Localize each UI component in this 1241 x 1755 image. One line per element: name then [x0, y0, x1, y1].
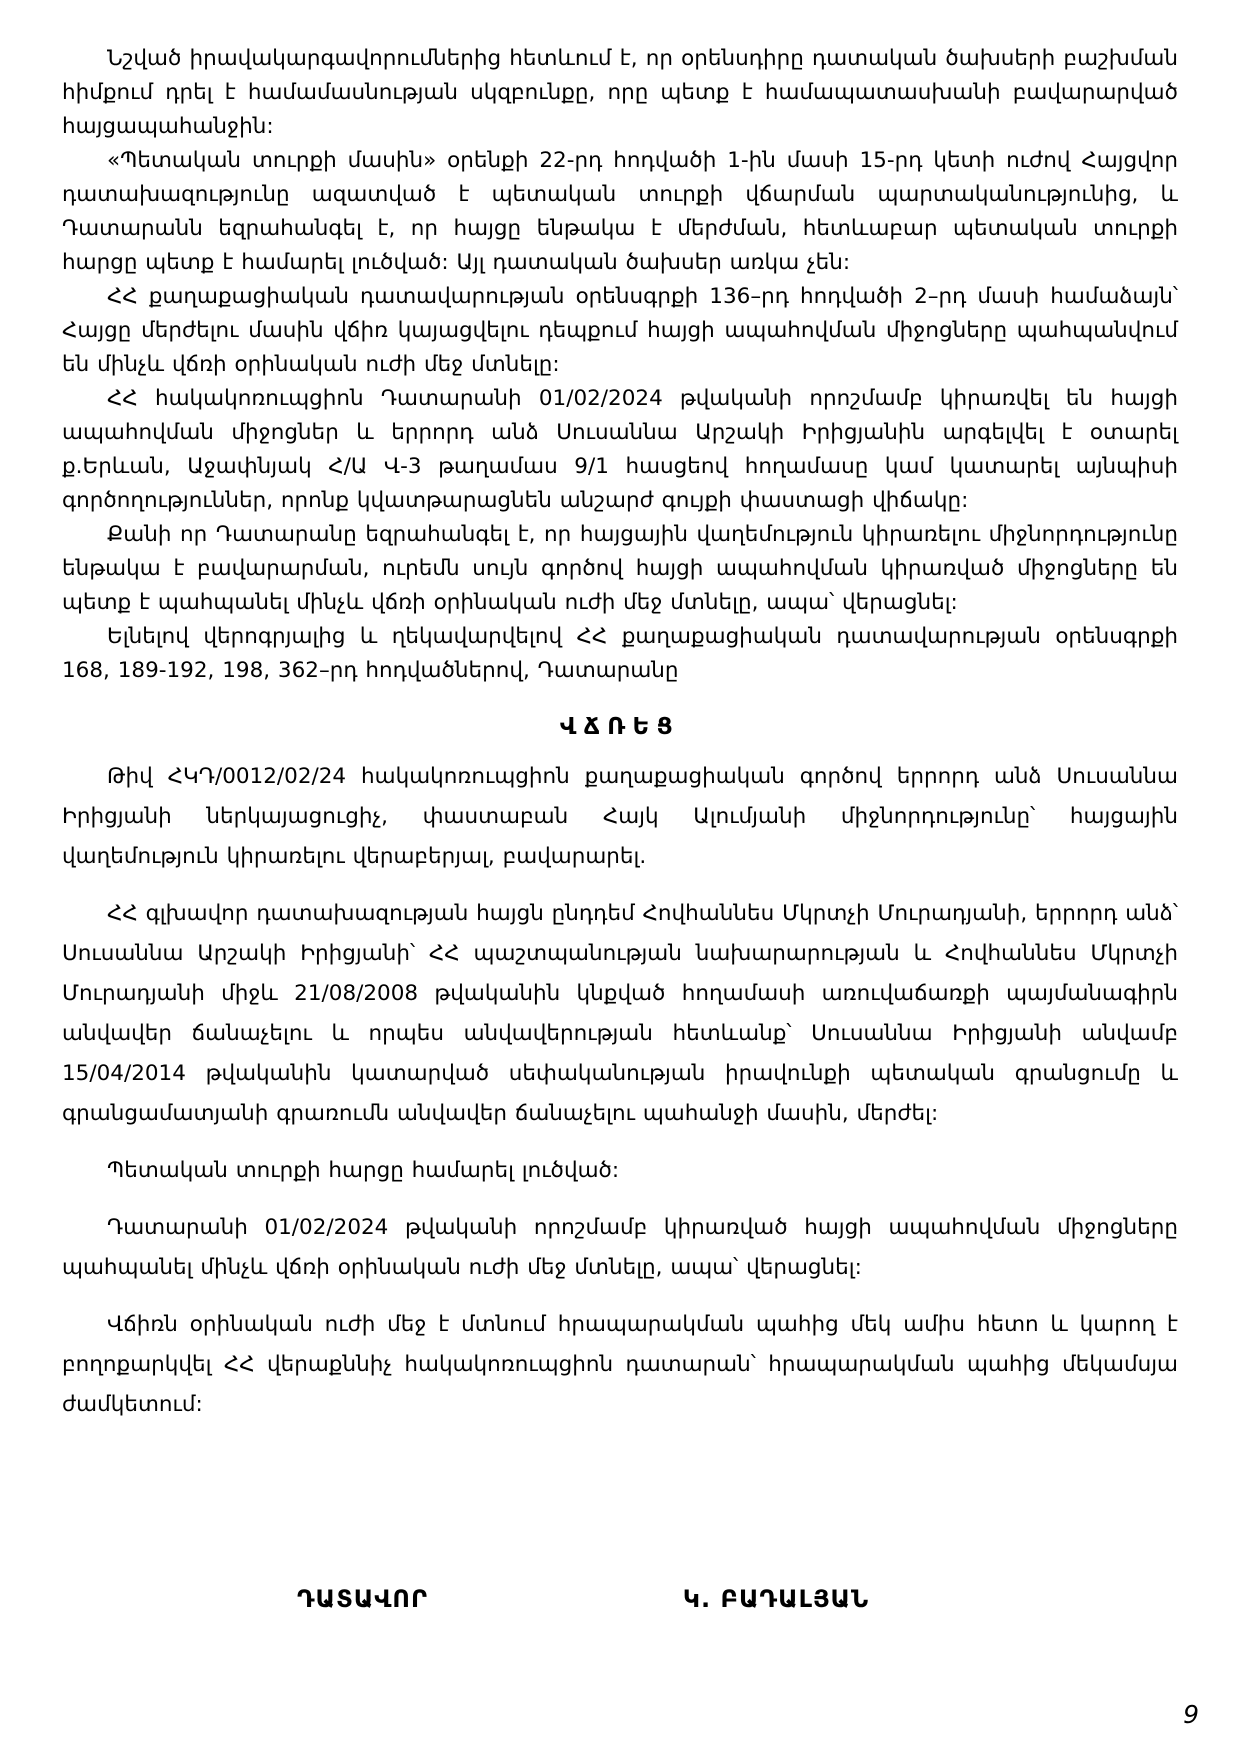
reasoning-paragraph: ՀՀ քաղաքացիական դատավարության օրենսգրքի 136–րդ հոդվածի 2–րդ մասի համաձայն՝ Հայցը մերժելու մասին վճիռ կայացվելու դեպքում հայցի ապահովման միջոցները պահպանվում են մինչև վճռի օրինական ուժի մեջ մտնելը: — [62, 284, 1178, 377]
signature-row — [62, 1585, 1178, 1613]
verdict-paragraph: Թիվ ՀԿԴ/0012/02/24 հակակոռուպցիոն քաղաքացիական գործով երրորդ անձ Սուսաննա Իրիցյանի ներկայացուցիչ, փաստաբան Հայկ Ալումյանի միջնորդությունը՝ հայցային վաղեմություն կիրառելու վերաբերյալ, բավարարել. — [62, 764, 1178, 869]
judge-name: Կ. ԲԱԴԱԼՅԱՆ — [682, 1585, 870, 1613]
page-number: 9 — [1183, 1700, 1199, 1729]
judge-title-label: ԴԱՏԱՎՈՐ — [297, 1585, 428, 1613]
reasoning-paragraph: Ելնելով վերոգրյալից և ղեկավարվելով ՀՀ քաղաքացիական դատավարության օրենսգրքի 168, 189-192, 198, 362–րդ հոդվածներով, Դատարանը — [62, 624, 1178, 683]
reasoning-paragraph: ՀՀ հակակոռուպցիոն Դատարանի 01/02/2024 թվականի որոշմամբ կիրառվել են հայցի ապահովման միջոցներ և երրորդ անձ Սուսաննա Արշակի Իրիցյանին արգելվել է օտարել ք.Երևան, Աջափնյակ Հ/Ա Վ-3 թաղամաս 9/1 հասցեով հողամասը կամ կատարել այնպիսի գործողություններ, որոնք կվատթարացնեն անշարժ գույքի փաստացի վիճակը: — [62, 386, 1178, 513]
verdict-paragraph: ՀՀ գլխավոր դատախազության հայցն ընդդեմ Հովհաննես Մկրտչի Մուրադյանի, երրորդ անձ՝ Սուսաննա Արշակի Իրիցյանի՝ ՀՀ պաշտպանության նախարարության և Հովհաննես Մկրտչի Մուրադյանի միջև 21/08/2008 թվականին կնքված հողամասի առուվաճառքի պայմանագիրն անվավեր ճանաչելու և որպես անվավերության հետևանք՝ Սուսաննա Իրիցյանի անվամբ 15/04/2014 թվականին կատարված սեփականության իրավունքի պետական գրանցումը և գրանցամատյանի գրառումն անվավեր ճանաչելու պահանջի մասին, մերժել: — [62, 901, 1178, 1126]
verdict-heading: ՎՃՌԵՑ — [559, 714, 681, 740]
document-content — [62, 42, 1178, 1613]
reasoning-paragraph: Քանի որ Դատարանը եզրահանգել է, որ հայցային վաղեմություն կիրառելու միջնորդությունը ենթակա է բավարարման, ուրեմն սույն գործով հայցի ապահովման կիրառված միջոցները են պետք է պահպանել մինչև վճռի օրինական ուժի մեջ մտնելը, ապա՝ վերացնել: — [62, 522, 1178, 615]
verdict-paragraph: Վճիռն օրինական ուժի մեջ է մտնում հրապարակման պահից մեկ ամիս հետո և կարող է բողոքարկվել ՀՀ վերաքննիչ հակակոռուպցիոն դատարան՝ հրապարակման պահից մեկամսյա ժամկետում: — [62, 1312, 1178, 1417]
verdict-paragraph: Դատարանի 01/02/2024 թվականի որոշմամբ կիրառված հայցի ապահովման միջոցները պահպանել մինչև վճռի օրինական ուժի մեջ մտնելը, ապա՝ վերացնել: — [62, 1215, 1178, 1280]
verdict-paragraph: Պետական տուրքի հարցը համարել լուծված: — [107, 1158, 620, 1183]
reasoning-paragraph: Նշված իրավակարգավորումներից հետևում է, որ օրենսդիրը դատական ծախսերի բաշխման հիմքում դրել է համամասնության սկզբունքը, որը պետք է համապատասխանի բավարարված հայցապահանջին: — [62, 46, 1178, 139]
reasoning-paragraph: «Պետական տուրքի մասին» օրենքի 22-րդ հոդվածի 1-ին մասի 15-րդ կետի ուժով Հայցվոր դատախազությունը ազատված է պետական տուրքի վճարման պարտականությունից, և Դատարանն եզրահանգել է, որ հայցը ենթակա է մերժման, հետևաբար պետական տուրքի հարցը պետք է համարել լուծված: Այլ դատական ծախսեր առկա չեն: — [62, 148, 1178, 275]
